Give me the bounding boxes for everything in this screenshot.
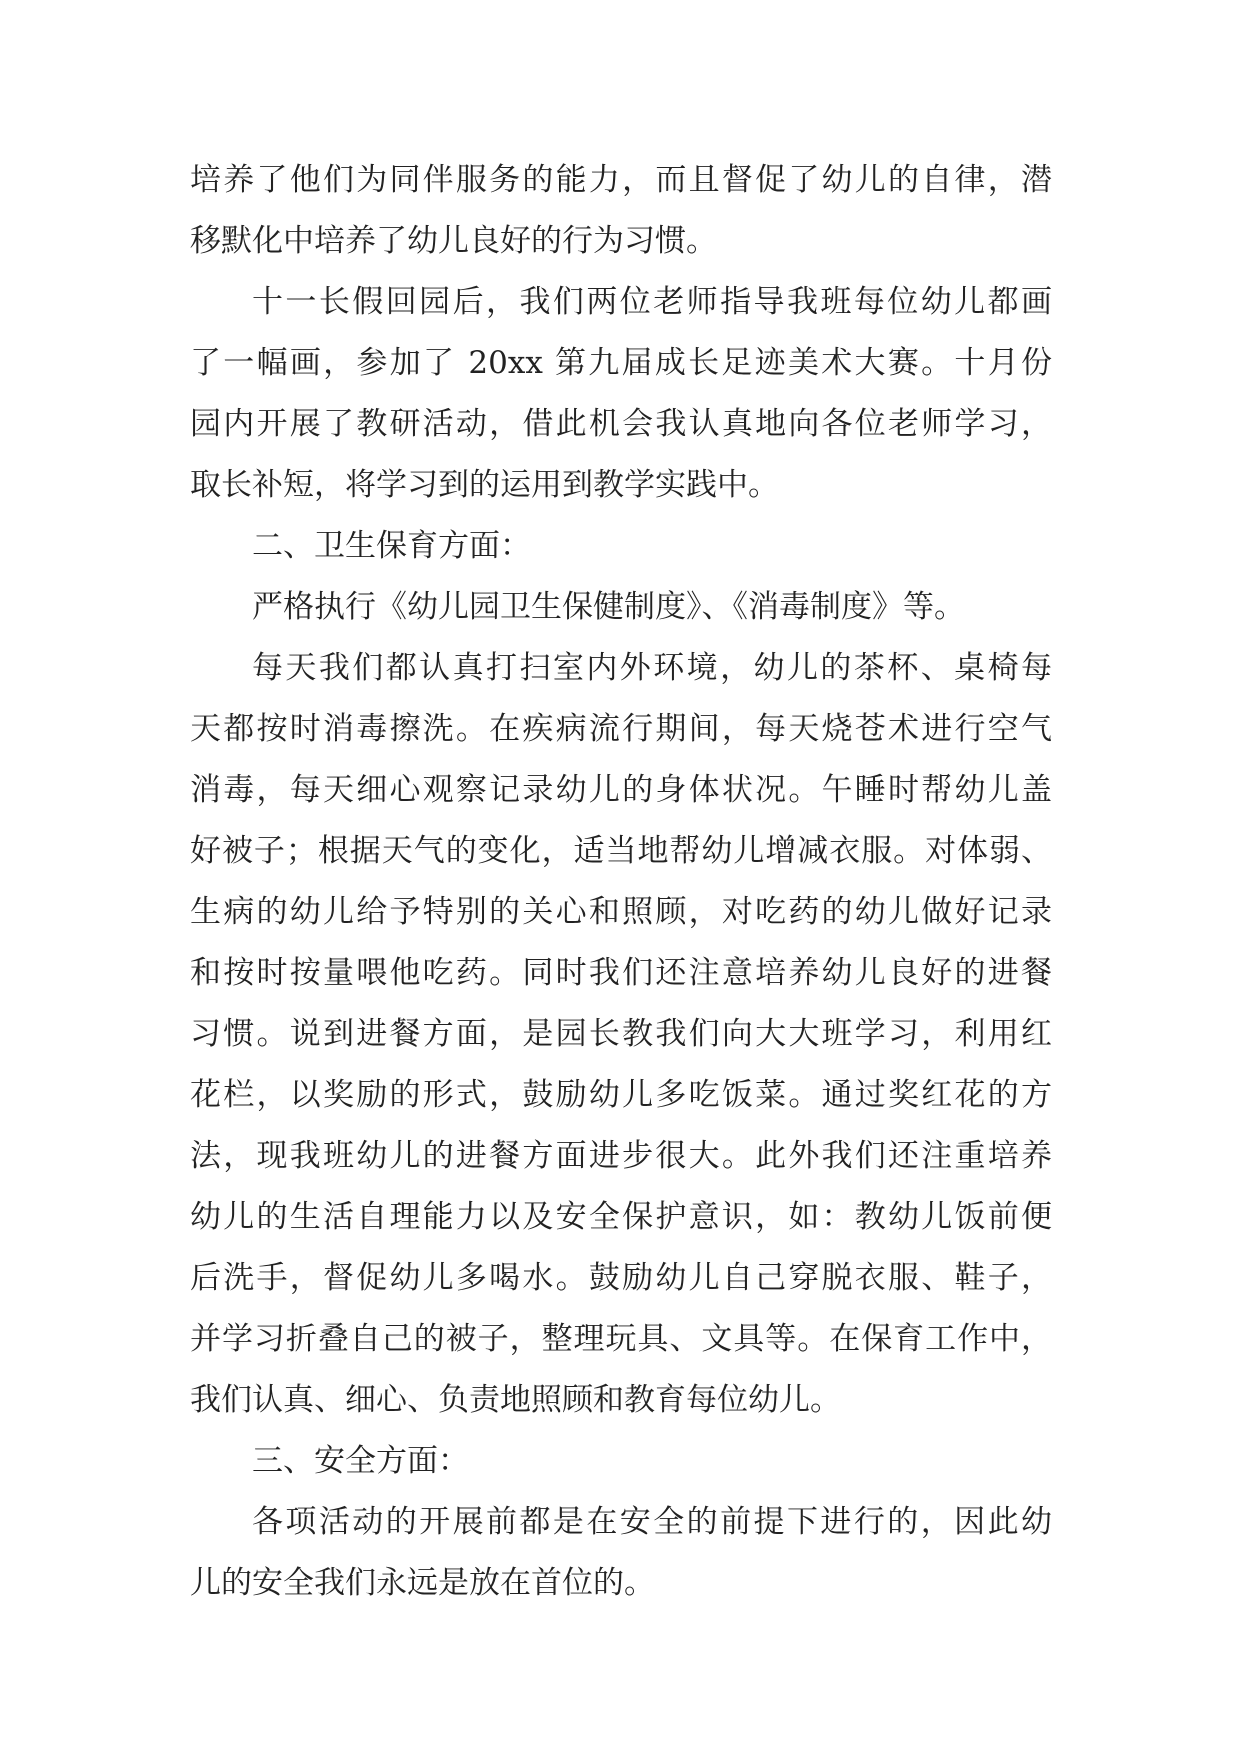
section-heading: 二、卫生保育方面： — [252, 528, 531, 564]
text-line: 了一幅画，参加了 20xx 第九届成长足迹美术大赛。十月份 — [190, 345, 1052, 381]
text-line: 好被子；根据天气的变化，适当地帮幼儿增减衣服。对体弱、 — [190, 833, 1052, 869]
text-line: 消毒，每天细心观察记录幼儿的身体状况。午睡时帮幼儿盖 — [190, 772, 1052, 808]
text-line: 花栏，以奖励的形式，鼓励幼儿多吃饭菜。通过奖红花的方 — [190, 1077, 1052, 1113]
text-line: 取长补短，将学习到的运用到教学实践中。 — [190, 467, 779, 503]
text-line: 十一长假回园后，我们两位老师指导我班每位幼儿都画 — [252, 284, 1052, 320]
text-line: 后洗手，督促幼儿多喝水。鼓励幼儿自己穿脱衣服、鞋子， — [190, 1260, 1052, 1296]
text-line: 严格执行《幼儿园卫生保健制度》、《消毒制度》等。 — [252, 589, 965, 625]
text-line: 每天我们都认真打扫室内外环境，幼儿的茶杯、桌椅每 — [252, 650, 1052, 686]
text-line: 天都按时消毒擦洗。在疾病流行期间，每天烧苍术进行空气 — [190, 711, 1052, 747]
text-line: 我们认真、细心、负责地照顾和教育每位幼儿。 — [190, 1382, 841, 1418]
text-line: 和按时按量喂他吃药。同时我们还注意培养幼儿良好的进餐 — [190, 955, 1052, 991]
text-line: 儿的安全我们永远是放在首位的。 — [190, 1565, 655, 1601]
text-line: 法，现我班幼儿的进餐方面进步很大。此外我们还注重培养 — [190, 1138, 1052, 1174]
text-line: 生病的幼儿给予特别的关心和照顾，对吃药的幼儿做好记录 — [190, 894, 1052, 930]
text-line: 习惯。说到进餐方面，是园长教我们向大大班学习，利用红 — [190, 1016, 1052, 1052]
document-body — [190, 150, 1052, 1614]
section-heading: 三、安全方面： — [252, 1443, 469, 1479]
text-line: 并学习折叠自己的被子，整理玩具、文具等。在保育工作中， — [190, 1321, 1052, 1357]
text-line: 各项活动的开展前都是在安全的前提下进行的，因此幼 — [252, 1504, 1052, 1540]
text-line: 移默化中培养了幼儿良好的行为习惯。 — [190, 223, 717, 259]
text-line: 园内开展了教研活动，借此机会我认真地向各位老师学习， — [190, 406, 1052, 442]
text-line: 幼儿的生活自理能力以及安全保护意识，如：教幼儿饭前便 — [190, 1199, 1052, 1235]
text-line: 培养了他们为同伴服务的能力，而且督促了幼儿的自律，潜 — [190, 162, 1052, 198]
